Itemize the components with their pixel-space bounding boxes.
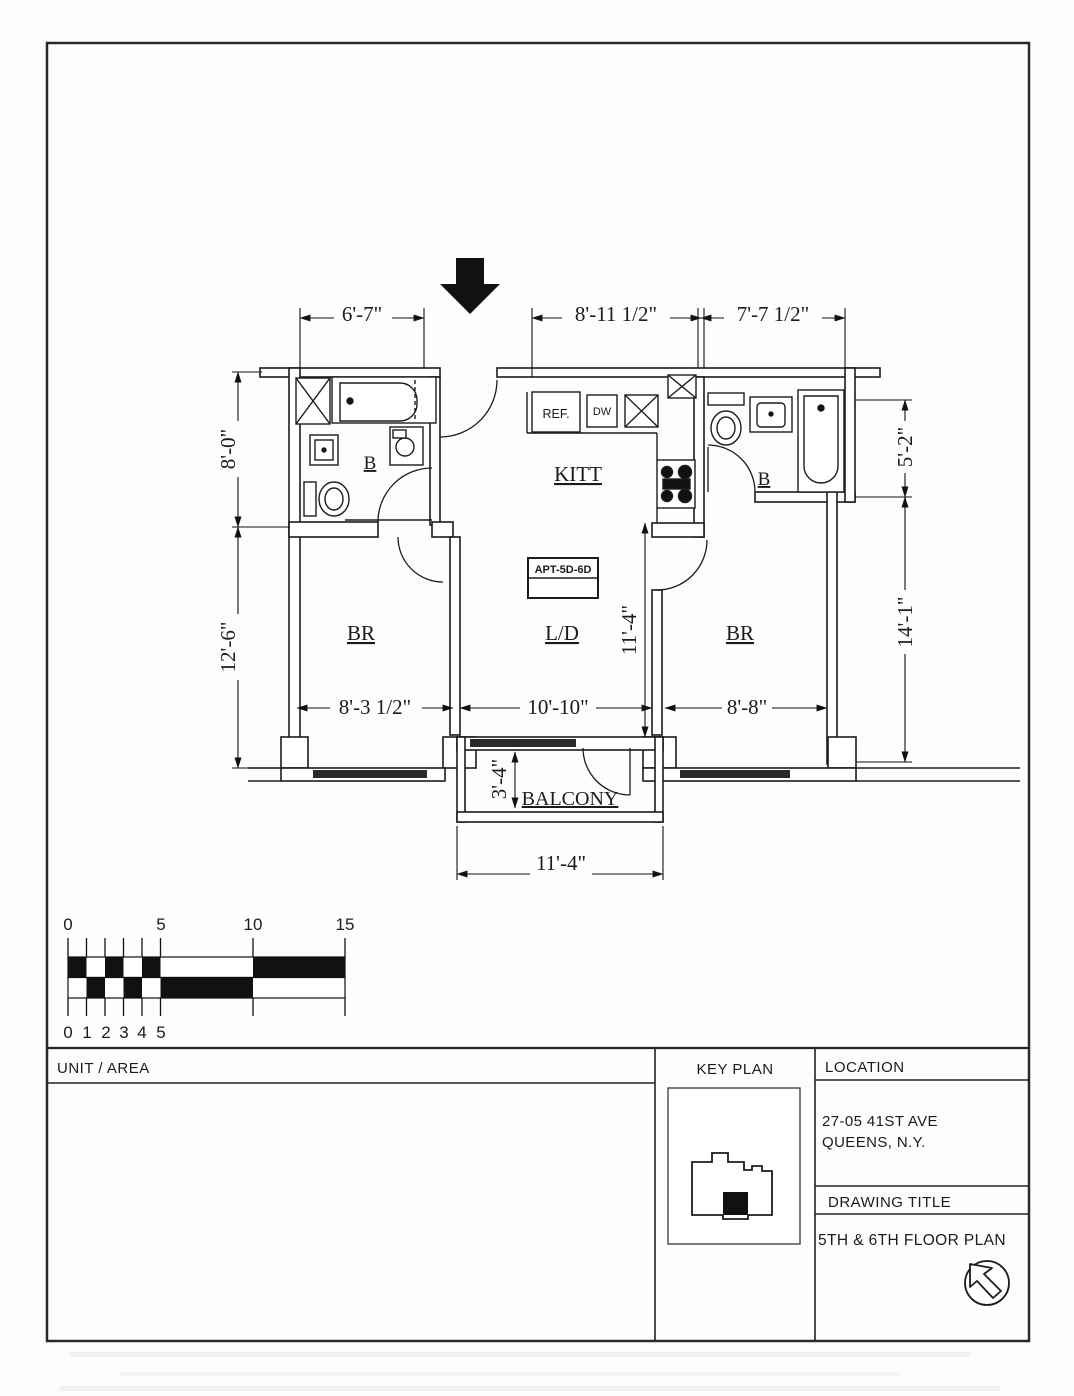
key-plan-header: KEY PLAN [696, 1061, 774, 1078]
key-plan-unit-marker [723, 1192, 748, 1215]
lavatory-bath-left [390, 427, 423, 465]
scale-bar [63, 915, 354, 1042]
windows [313, 739, 790, 778]
label-living-dining: L/D [545, 621, 579, 645]
scale-bottom-2: 2 [101, 1023, 111, 1042]
scale-bottom-4: 4 [137, 1023, 147, 1042]
scale-top-10: 10 [243, 915, 263, 934]
location-address-line2: QUEENS, N.Y. [822, 1134, 926, 1151]
scale-bottom-5: 5 [156, 1023, 166, 1042]
label-bedroom-right: BR [725, 621, 755, 645]
scale-top-15: 15 [335, 915, 355, 934]
dim-right-lower: 14'-1" [893, 596, 917, 648]
dim-left-lower: 12'-6" [216, 621, 240, 673]
dim-left-upper: 8'-0" [216, 428, 240, 470]
window-living-dining [470, 739, 576, 747]
stove [657, 460, 695, 508]
window-bedroom-left [313, 770, 427, 778]
sink-bath-right [750, 397, 792, 432]
sink-bath-left [310, 435, 338, 465]
label-kitchen: KITT [554, 462, 602, 486]
entry-door-swing [440, 380, 497, 437]
apartment-tag [528, 558, 598, 598]
scan-noise [60, 1352, 1000, 1391]
scale-top-labels [63, 915, 354, 934]
scale-bands [68, 957, 345, 998]
label-refrigerator: REF. [542, 407, 570, 421]
scale-bottom-3: 3 [119, 1023, 129, 1042]
label-bath-right: B [757, 469, 771, 490]
bathtub-left [332, 377, 436, 423]
toilet-bath-left [304, 482, 432, 520]
unit-area-header: UNIT / AREA [57, 1060, 150, 1077]
toilet-bath-right [708, 393, 744, 445]
label-balcony: BALCONY [521, 788, 619, 810]
scale-bottom-1: 1 [82, 1023, 92, 1042]
bedroom-right-door-swing [657, 540, 707, 590]
dim-top-left: 6'-7" [341, 302, 383, 326]
bath-left-door-swing [378, 468, 432, 522]
label-bath-left: B [363, 453, 377, 474]
key-plan [668, 1088, 800, 1244]
dim-balcony-depth: 3'-4" [487, 758, 511, 800]
label-dishwasher: DW [592, 406, 612, 418]
scale-bottom-labels [63, 1023, 165, 1042]
location-header: LOCATION [825, 1059, 905, 1076]
dim-top-right: 7'-7 1/2" [736, 302, 810, 326]
shower-left [296, 378, 330, 424]
dim-ld-width: 10'-10" [527, 695, 589, 719]
location-address-line1: 27-05 41ST AVE [822, 1113, 938, 1130]
bedroom-left-door-swing [398, 537, 443, 582]
apartment-tag-text: APT-5D-6D [534, 564, 592, 576]
scale-top-0: 0 [63, 915, 73, 934]
dim-top-mid: 8'-11 1/2" [574, 302, 658, 326]
bathtub-right [798, 390, 844, 492]
label-bedroom-left: BR [346, 621, 376, 645]
drawing-title-header: DRAWING TITLE [828, 1194, 952, 1211]
dim-ld-height: 11'-4" [617, 604, 641, 656]
window-bedroom-right [680, 770, 790, 778]
title-block [47, 1048, 1029, 1341]
dim-right-upper: 5'-2" [893, 426, 917, 468]
scale-top-5: 5 [156, 915, 166, 934]
north-arrow-logo-icon [965, 1261, 1009, 1305]
drawing-title-text: 5TH & 6TH FLOOR PLAN [818, 1232, 1007, 1249]
bath-right-door-swing [708, 445, 755, 492]
kitchen-sink [625, 395, 658, 427]
dim-balcony-width: 11'-4" [535, 851, 587, 875]
entry-direction-arrow-icon [440, 258, 500, 314]
dim-bedroom-left-width: 8'-3 1/2" [338, 695, 412, 719]
scale-bottom-0: 0 [63, 1023, 73, 1042]
dim-bedroom-right-width: 8'-8" [726, 695, 768, 719]
